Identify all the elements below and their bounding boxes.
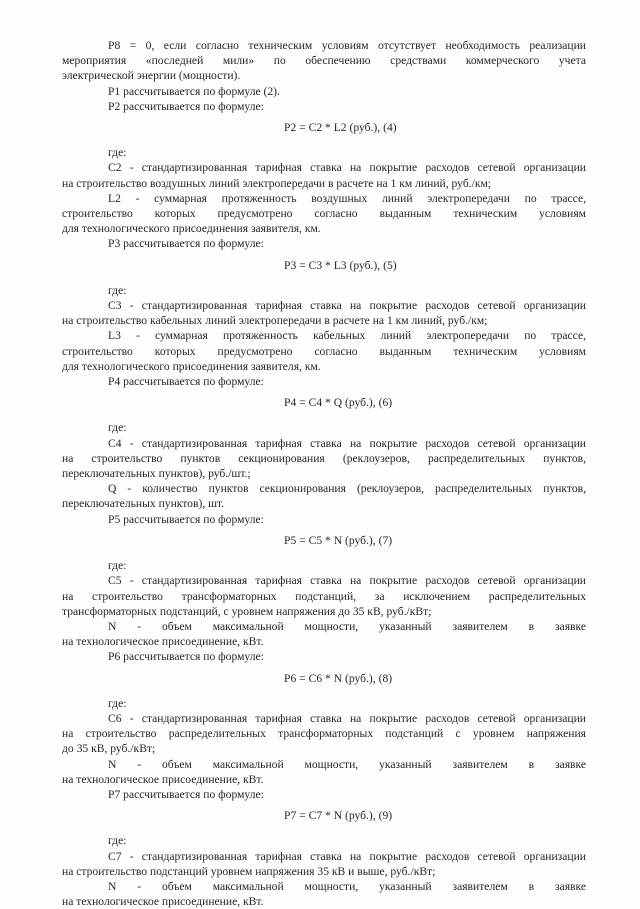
text-line: на строительство трансформаторных подстанций, за исключением распределительных [62,589,586,603]
formula-4: P2 = C2 * L2 (руб.), (4) [284,121,397,135]
text-line: C6 - стандартизированная тарифная ставка на покрытие расходов сетевой организации [108,711,586,725]
text-line: C5 - стандартизированная тарифная ставка на покрытие расходов сетевой организации [108,574,586,588]
text-line: для технологического присоединения заявителя, км. [62,359,321,373]
where-label: где: [108,834,127,848]
formula-8: P6 = C6 * N (руб.), (8) [284,671,393,685]
text-line: на строительство подстанций уровнем напряжения 35 кВ и выше, руб./кВт; [62,864,436,878]
text-line: для технологического присоединения заявителя, км. [62,222,321,236]
text-line: строительство которых предусмотрено согласно выданным техническим условиям [62,207,586,221]
text-line: на технологическое присоединение, кВт. [62,895,264,909]
text-line: N - объем максимальной мощности, указанный заявителем в заявке [108,879,586,893]
text-line: C3 - стандартизированная тарифная ставка на покрытие расходов сетевой организации [108,299,586,313]
text-line: трансформаторных подстанций, с уровнем напряжения до 35 кВ, руб./кВт; [62,604,432,618]
text-line: L3 - суммарная протяженность кабельных линий электропередачи по трассе, [108,329,586,343]
text-line: на строительство кабельных линий электропередачи в расчете на 1 км линий, руб./км; [62,314,488,328]
text-line: P5 рассчитывается по формуле: [108,512,264,526]
text-line: на технологическое присоединение, кВт. [62,772,264,786]
text-line: P7 рассчитывается по формуле: [108,787,264,801]
text-line: до 35 кВ, руб./кВт; [62,742,156,756]
text-line: на технологическое присоединение, кВт. [62,635,264,649]
text-line: на строительство пунктов секционирования (реклоузеров, распределительных пунктов, [62,451,586,465]
text-line: переключательных пунктов), руб./шт.; [62,467,251,481]
where-label: где: [108,283,127,297]
formula-9: P7 = C7 * N (руб.), (9) [284,809,393,823]
text-line: C4 - стандартизированная тарифная ставка на покрытие расходов сетевой организации [108,436,586,450]
text-line: N - объем максимальной мощности, указанный заявителем в заявке [108,757,586,771]
text-line: P1 рассчитывается по формуле (2). [108,84,280,98]
where-label: где: [108,559,127,573]
text-line: C7 - стандартизированная тарифная ставка на покрытие расходов сетевой организации [108,849,586,863]
text-line: N - объем максимальной мощности, указанный заявителем в заявке [108,619,586,633]
text-line: мероприятия «последней мили» по обеспечению средствами коммерческого учета [62,54,586,68]
text-line: Q - количество пунктов секционирования (реклоузеров, распределительных пунктов, [108,482,586,496]
text-line: на строительство воздушных линий электропередачи в расчете на 1 км линий, руб./км; [62,176,492,190]
formula-6: P4 = C4 * Q (руб.), (6) [284,396,393,410]
text-line: P6 рассчитывается по формуле: [108,650,264,664]
text-line: P2 рассчитывается по формуле: [108,99,264,113]
text-line: P8 = 0, если согласно техническим условиям отсутствует необходимость реализации [108,39,586,52]
where-label: где: [108,696,127,710]
where-label: где: [108,421,127,435]
text-line: P4 рассчитывается по формуле: [108,375,264,389]
text-line: L2 - суммарная протяженность воздушных линий электропередачи по трассе, [108,191,586,205]
formula-7: P5 = C5 * N (руб.), (7) [284,533,393,547]
text-line: переключательных пунктов), шт. [62,497,225,511]
document-body [62,38,586,909]
text-line: C2 - стандартизированная тарифная ставка на покрытие расходов сетевой организации [108,161,586,175]
text-line: строительство которых предусмотрено согласно выданным техническим условиям [62,344,586,358]
formula-5: P3 = C3 * L3 (руб.), (5) [284,258,397,272]
text-line: электрической энергии (мощности). [62,69,241,83]
text-line: P3 рассчитывается по формуле: [108,237,264,251]
where-label: где: [108,146,127,160]
text-line: на строительство распределительных трансформаторных подстанций с уровнем напряжения [62,727,586,741]
